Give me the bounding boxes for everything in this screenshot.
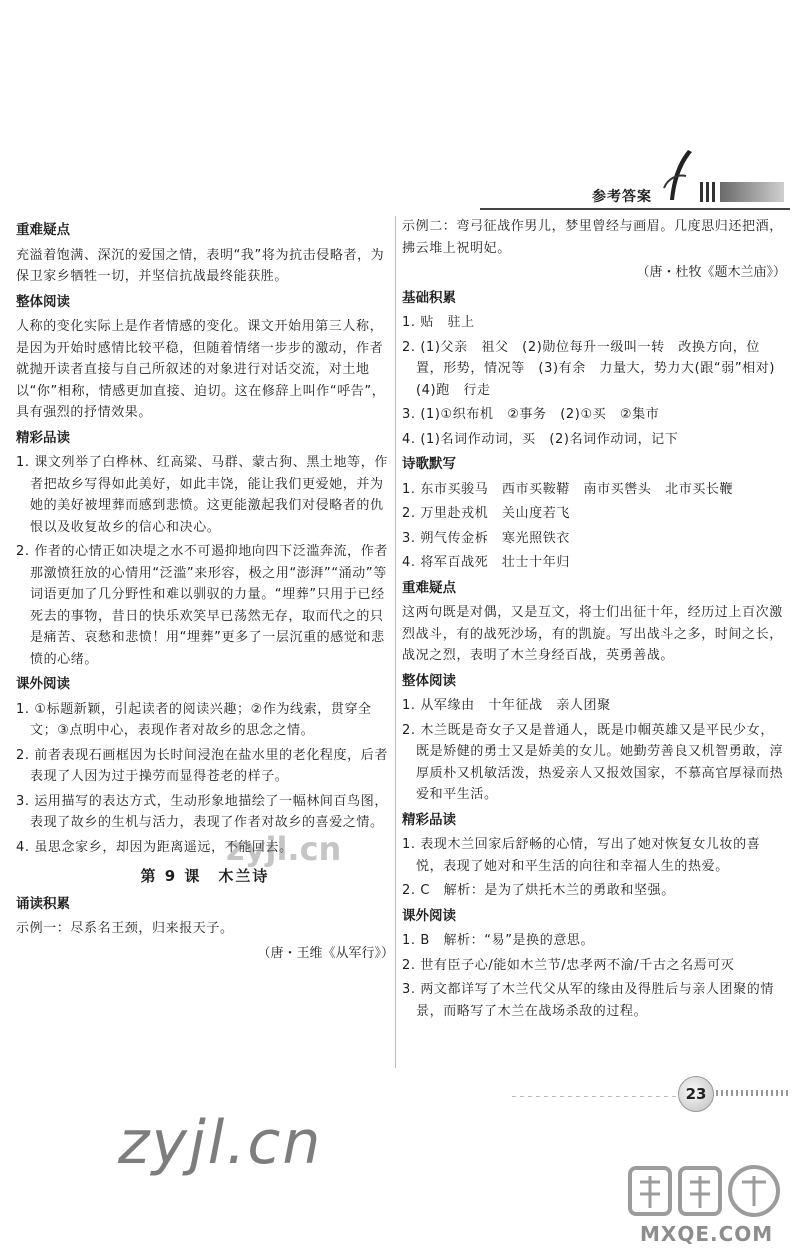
section-heading: 重难疑点 [16, 222, 70, 238]
example-text: 示例二：弯弓征战作男儿，梦里曾经与画眉。几度思归还把酒，拂云堆上祝明妃。 [402, 219, 783, 256]
answer-item: 2. 木兰既是奇女子又是普通人，既是巾帼英雄又是平民少女，既是矫健的勇士又是娇美的女儿。她勤劳善良又机智勇敢，淳厚质朴又机敏活泼，热爱亲人又报效国家，不慕高官厚禄而热爱和平生活。 [402, 722, 784, 802]
answer-item: 1. 从军缘由 十年征战 亲人团聚 [402, 698, 611, 713]
paragraph: 充溢着饱满、深沉的爱国之情，表明“我”将为抗击侵略者，为保卫家乡牺牲一切，并坚信抗战最终能获胜。 [16, 247, 385, 284]
header-rule [480, 208, 790, 210]
section-heading: 课外阅读 [16, 676, 70, 692]
answer-item: 3. 运用描写的表达方式，生动形象地描绘了一幅林间百鸟图，表现了故乡的生机与活力，表现了作者对故乡的喜爱之情。 [16, 793, 388, 830]
answer-item: 2. 万里赴戎机 关山度若飞 [402, 506, 570, 521]
answer-item: 4. 虽思念家乡，却因为距离遥远，不能回去。 [16, 839, 293, 855]
section-heading: 课外阅读 [402, 907, 456, 924]
answer-item: 4. 将军百战死 壮士十年归 [402, 555, 570, 570]
watermark-text: zyjl.cn [118, 1108, 323, 1178]
watermark-text: MXQE.COM [640, 1222, 774, 1246]
paragraph: 人称的变化实际上是作者情感的变化。课文开始用第三人称，是因为开始时感情比较平稳，但随着情绪一步步的激动，作者就抛开读者直接与自己所叙述的对象进行对话交流，对土地以“你”相称，情感更加直接、迫切。这在修辞上叫作“呼告”，具有强烈的抒情效果。 [16, 319, 386, 420]
poem-source: （唐・杜牧《题木兰庙》） [636, 265, 786, 280]
header-title: 参考答案 [592, 189, 652, 205]
quill-pen-icon [658, 148, 698, 206]
answer-item: 2. 前者表现石画框因为长时间浸泡在盐水里的老化程度，后者表现了人因为过于操劳而显得苍老的样子。 [16, 747, 388, 784]
section-heading: 基础积累 [402, 289, 456, 306]
answer-logo-watermark-icon [626, 1162, 786, 1222]
section-heading: 诗歌默写 [402, 456, 456, 472]
header-bar [720, 182, 784, 202]
lesson-title: 第 9 课 木兰诗 [140, 867, 270, 885]
right-column [402, 216, 789, 1025]
answer-item: 1. 东市买骏马 西市买鞍鞯 南市买辔头 北市买长鞭 [402, 481, 734, 497]
watermark-text: zyjl.cn [226, 830, 342, 868]
answer-item: 1. 课文列举了白桦林、红高粱、马群、蒙古狗、黑土地等，作者把故乡写得如此美好，如此丰饶，能让我们更爱她，并为她的美好被埋葬而感到悲愤。这更能激起我们对侵略者的仇恨以及收复故乡的信心和决心。 [16, 455, 388, 535]
answer-item: 1. B 解析：“易”是换的意思。 [402, 933, 595, 948]
example-text: 示例一：尽系名王颈，归来报天子。 [16, 921, 234, 936]
section-heading: 整体阅读 [16, 293, 70, 310]
section-heading: 精彩品读 [16, 429, 70, 446]
poem-source: （唐・王维《从军行》） [257, 945, 394, 961]
section-heading: 重难疑点 [402, 579, 456, 596]
answer-item: 1. ①标题新颖，引起读者的阅读兴趣；②作为线索，贯穿全文；③点明中心，表现作者对故乡的思念之情。 [16, 701, 372, 738]
answer-item: 2. C 解析：是为了烘托木兰的勇敢和坚强。 [402, 883, 675, 898]
answer-item: 4. (1)名词作动词，买 (2)名词作动词，记下 [402, 431, 679, 447]
footer-dash [512, 1096, 682, 1097]
answer-item: 2. 世有臣子心/能如木兰节/忠孝两不渝/千古之名焉可灭 [402, 957, 735, 973]
section-heading: 整体阅读 [402, 672, 456, 689]
column-divider [395, 216, 396, 1068]
section-heading: 精彩品读 [402, 811, 456, 828]
page-header [480, 148, 800, 208]
page-dots [716, 1090, 788, 1096]
page-number: 23 [678, 1076, 714, 1112]
answer-item: 2. 作者的心情正如决堤之水不可遏抑地向四下泛滥奔流，作者那激愤狂放的心情用“泛滥”来形容，极之用“澎湃”“涌动”等词语更加了几分野性和难以驯驭的力量。“埋葬”只用于已经死去的事物，昔日的快乐欢笑早已荡然无存，取而代之的只是痛苦、哀愁和悲愤！用“埋葬”更多了一层沉重的感觉和悲愤的心绪。 [16, 544, 388, 667]
answer-item: 1. 贴 驻上 [402, 315, 475, 330]
answer-item: 2. (1)父亲 祖父 (2)勋位每升一级叫一转 改换方向，位置，形势，情况等 (3)有余 力量大，势力大(跟“弱”相对) (4)跑 行走 [402, 339, 789, 398]
answer-item: 3. 朔气传金柝 寒光照铁衣 [402, 530, 570, 546]
page-number-badge [678, 1070, 790, 1120]
section-heading: 诵读积累 [16, 895, 70, 912]
answer-item: 1. 表现木兰回家后舒畅的心情，写出了她对恢复女儿妆的喜悦，表现了她对和平生活的向往和幸福人生的热爱。 [402, 837, 761, 874]
header-stripes [700, 182, 718, 202]
answer-item: 3. 两文都详写了木兰代父从军的缘由及得胜后与亲人团聚的情景，而略写了木兰在战场杀敌的过程。 [402, 982, 774, 1019]
paragraph: 这两句既是对偶，又是互文，将士们出征十年，经历过上百次激烈战斗，有的战死沙场，有的凯旋。写出战斗之多，时间之长，战况之烈，表明了木兰身经百战，英勇善战。 [402, 605, 783, 663]
answer-item: 3. (1)①织布机 ②事务 (2)①买 ②集市 [402, 407, 660, 422]
